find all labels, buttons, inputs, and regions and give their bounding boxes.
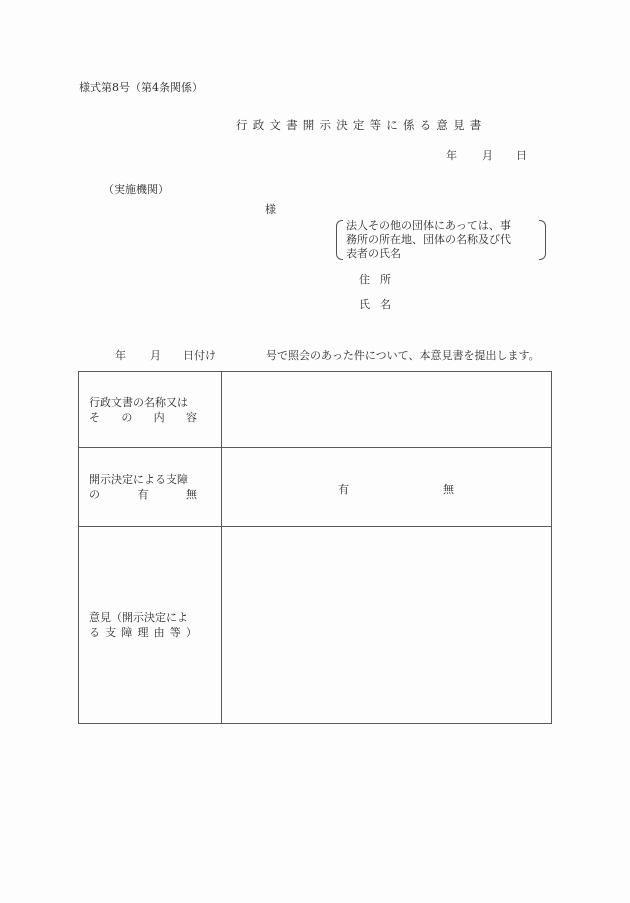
name-label: 氏名	[359, 298, 401, 311]
reference-month-label: 月	[150, 349, 161, 362]
opinion-field[interactable]	[222, 527, 552, 724]
corporate-note-bracket	[336, 219, 546, 259]
hindrance-options-cell	[222, 448, 552, 527]
opinion-table	[78, 371, 552, 724]
label-char: 支	[105, 626, 117, 640]
left-bracket-icon	[336, 220, 343, 260]
document-title: 行政文書開示決定等に係る意見書	[236, 118, 487, 132]
date-month-label: 月	[482, 149, 493, 162]
label-char: 障	[121, 626, 133, 640]
label-char: 由	[153, 626, 165, 640]
label-char: る	[89, 626, 100, 640]
label-line: 開示決定による支障	[89, 473, 188, 487]
label-char: の	[121, 410, 133, 424]
table-row-opinion	[79, 527, 552, 724]
label-document-name	[79, 372, 222, 448]
label-hindrance	[79, 448, 222, 527]
date-year-label: 年	[446, 149, 457, 162]
date-day-label: 日	[516, 149, 527, 162]
label-char: 理	[137, 626, 149, 640]
agency-label: （実施機関）	[103, 183, 169, 196]
table-row-hindrance	[79, 448, 552, 527]
label-char: ）	[185, 626, 197, 640]
option-yes[interactable]: 有	[338, 483, 349, 497]
corporate-note-text	[346, 219, 541, 261]
label-char: 容	[185, 410, 197, 424]
label-char: 内	[153, 410, 165, 424]
corporate-note-line: 法人その他の団体にあっては、事	[346, 219, 511, 232]
label-line-spread	[89, 487, 197, 502]
label-opinion	[79, 527, 222, 724]
label-char: の	[89, 488, 100, 502]
label-char: 等	[169, 626, 181, 640]
option-no[interactable]: 無	[443, 483, 454, 497]
honorific-sama: 様	[265, 203, 276, 216]
label-line: 意見（開示決定によ	[89, 611, 188, 625]
label-char: 無	[186, 488, 197, 502]
corporate-note-line: 表者の氏名	[346, 247, 401, 260]
corporate-note-line: 務所の所在地、団体の名称及び代	[346, 233, 511, 246]
table-row-document-name	[79, 372, 552, 448]
form-number: 様式第8号（第4条関係）	[79, 81, 203, 94]
label-line: 行政文書の名称又は	[89, 395, 188, 409]
document-name-field[interactable]	[222, 372, 552, 448]
reference-sentence: 号で照会のあった件について、本意見書を提出します。	[266, 349, 540, 362]
right-bracket-icon	[539, 220, 546, 260]
label-line-spread	[89, 410, 197, 425]
label-line-spread	[89, 625, 197, 640]
label-char: そ	[89, 410, 100, 424]
address-label: 住所	[359, 273, 401, 286]
label-char: 有	[137, 488, 149, 502]
reference-day-label: 日付け	[183, 349, 216, 362]
reference-year-label: 年	[115, 349, 126, 362]
